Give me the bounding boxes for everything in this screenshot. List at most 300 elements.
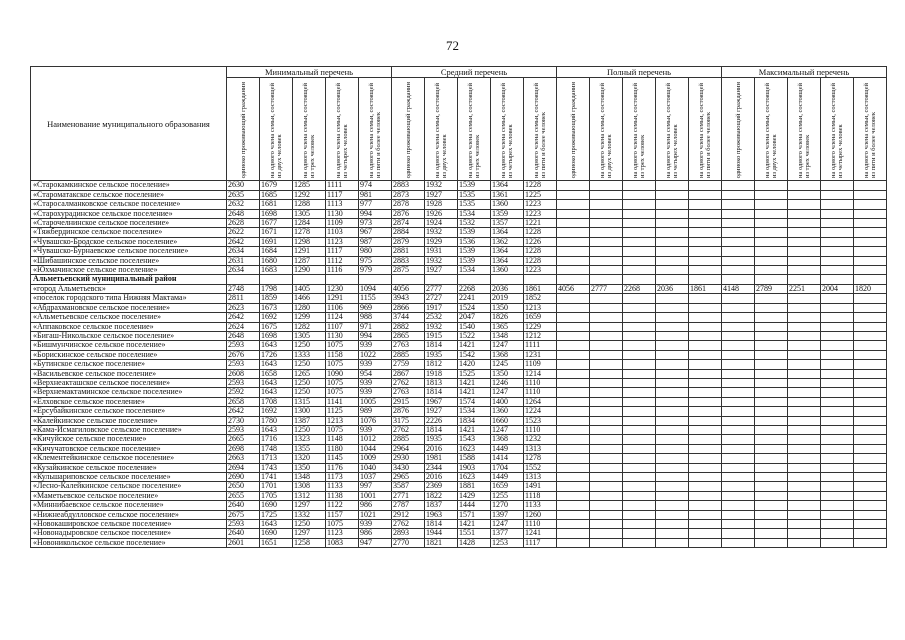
table-cell: 1540 (458, 322, 491, 331)
table-cell: 1109 (524, 360, 557, 369)
table-cell (227, 275, 260, 284)
table-cell (821, 520, 854, 529)
table-cell: 1780 (260, 416, 293, 425)
table-cell: 1297 (293, 501, 326, 510)
table-cell (821, 473, 854, 482)
table-cell: 1704 (491, 463, 524, 472)
table-cell (689, 435, 722, 444)
table-cell (689, 322, 722, 331)
table-cell: 2016 (425, 444, 458, 453)
table-cell: 1716 (260, 435, 293, 444)
table-cell (689, 341, 722, 350)
table-cell (788, 350, 821, 359)
table-cell: 939 (359, 388, 392, 397)
table-cell (821, 397, 854, 406)
table-cell: 1918 (425, 369, 458, 378)
table-cell: 1798 (260, 284, 293, 293)
table-cell (557, 378, 590, 387)
row-name: «Новонадыровское сельское поселение» (31, 529, 227, 538)
table-cell: 2965 (392, 473, 425, 482)
table-cell: 2875 (392, 266, 425, 275)
table-cell: 1285 (293, 181, 326, 190)
table-cell: 1117 (326, 190, 359, 199)
table-cell (590, 219, 623, 228)
table-cell (590, 275, 623, 284)
table-cell: 2763 (392, 341, 425, 350)
table-cell (821, 331, 854, 340)
table-cell (854, 275, 887, 284)
table-cell: 1158 (326, 350, 359, 359)
table-cell (755, 520, 788, 529)
table-cell: 1932 (425, 256, 458, 265)
table-row (31, 425, 887, 434)
table-cell (590, 303, 623, 312)
table-cell (656, 200, 689, 209)
table-cell (755, 501, 788, 510)
table-cell: 2630 (227, 181, 260, 190)
table-cell: 1449 (491, 473, 524, 482)
row-name: «Клементейкинское сельское поселение» (31, 454, 227, 463)
table-cell (788, 190, 821, 199)
table-cell (623, 313, 656, 322)
table-cell: 1148 (326, 435, 359, 444)
table-cell (689, 407, 722, 416)
subcolumn-header-label: на одного члена семьи, состоящей из пяти и более человек (368, 83, 382, 178)
table-cell: 1466 (293, 294, 326, 303)
table-cell: 1643 (260, 425, 293, 434)
table-cell (656, 341, 689, 350)
table-cell (689, 313, 722, 322)
table-cell (689, 209, 722, 218)
table-cell: 1713 (260, 454, 293, 463)
subcolumn-header (392, 78, 425, 181)
table-cell: 2642 (227, 407, 260, 416)
table-cell: 2608 (227, 369, 260, 378)
group-header-min: Минимальный перечень (227, 67, 392, 78)
subcolumn-header (755, 78, 788, 181)
table-cell: 2874 (392, 219, 425, 228)
table-cell (821, 237, 854, 246)
table-cell (656, 190, 689, 199)
table-cell: 3744 (392, 313, 425, 322)
table-cell: 969 (359, 303, 392, 312)
table-cell: 2593 (227, 360, 260, 369)
table-cell: 2241 (458, 294, 491, 303)
table-cell: 1690 (260, 529, 293, 538)
row-name: «город Альметьевск» (31, 284, 227, 293)
table-cell (722, 228, 755, 237)
table-cell: 1814 (425, 520, 458, 529)
table-cell: 1130 (326, 331, 359, 340)
table-cell: 2601 (227, 538, 260, 547)
table-cell: 2883 (392, 256, 425, 265)
table-cell (590, 416, 623, 425)
table-cell: 1812 (425, 360, 458, 369)
table-cell (623, 294, 656, 303)
table-row (31, 491, 887, 500)
row-name: «Ерсубайкинское сельское поселение» (31, 407, 227, 416)
subcolumn-header-label: на одного члена семьи, состоящей из трех человек (797, 83, 811, 178)
table-cell (821, 388, 854, 397)
table-cell: 1927 (425, 190, 458, 199)
row-name: «Бишмунчинское сельское поселение» (31, 341, 227, 350)
table-cell (821, 294, 854, 303)
subcolumn-header (326, 78, 359, 181)
table-cell (821, 425, 854, 434)
table-row (31, 416, 887, 425)
table-cell: 1643 (260, 388, 293, 397)
table-cell: 1247 (491, 341, 524, 350)
table-cell (590, 529, 623, 538)
table-cell: 1725 (260, 510, 293, 519)
table-cell (623, 331, 656, 340)
table-cell: 1292 (293, 190, 326, 199)
table-cell (557, 407, 590, 416)
table-cell: 3430 (392, 463, 425, 472)
table-cell: 2648 (227, 331, 260, 340)
table-cell: 2268 (458, 284, 491, 293)
table-cell (854, 378, 887, 387)
table-cell: 1535 (458, 190, 491, 199)
table-cell: 1350 (491, 303, 524, 312)
table-cell (821, 190, 854, 199)
table-cell: 1224 (524, 407, 557, 416)
table-cell: 2369 (425, 482, 458, 491)
table-row (31, 266, 887, 275)
table-cell (821, 247, 854, 256)
table-cell: 1109 (326, 219, 359, 228)
table-cell: 2865 (392, 331, 425, 340)
table-cell: 2592 (227, 388, 260, 397)
subcolumn-header (260, 78, 293, 181)
table-cell: 1231 (524, 350, 557, 359)
table-cell: 939 (359, 360, 392, 369)
table-cell: 1532 (458, 219, 491, 228)
table-cell (821, 416, 854, 425)
table-cell: 1230 (326, 284, 359, 293)
table-cell: 1250 (293, 425, 326, 434)
table-cell: 1571 (458, 510, 491, 519)
table-cell (557, 473, 590, 482)
table-cell: 1284 (293, 219, 326, 228)
table-cell (656, 416, 689, 425)
row-name: «Новокашировское сельское поселение» (31, 520, 227, 529)
subcolumn-header-label: на одного члена семьи, состоящей из пяти и более человек (533, 83, 547, 178)
table-cell (854, 266, 887, 275)
table-cell: 2640 (227, 501, 260, 510)
table-cell: 1368 (491, 350, 524, 359)
table-cell: 2762 (392, 425, 425, 434)
table-cell: 1698 (260, 331, 293, 340)
table-cell (458, 275, 491, 284)
table-cell (854, 520, 887, 529)
subcolumn-header (722, 78, 755, 181)
row-name: «Староматакское сельское поселение» (31, 190, 227, 199)
table-cell: 1924 (425, 219, 458, 228)
table-cell: 1359 (491, 209, 524, 218)
row-name: «Шибашинское сельское поселение» (31, 256, 227, 265)
table-cell (788, 228, 821, 237)
table-cell: 1535 (458, 200, 491, 209)
table-cell: 1291 (293, 247, 326, 256)
table-cell (623, 491, 656, 500)
table-cell (689, 482, 722, 491)
table-cell (623, 190, 656, 199)
table-cell (557, 369, 590, 378)
table-cell: 2623 (227, 303, 260, 312)
row-name: «Васильевское сельское поселение» (31, 369, 227, 378)
table-cell: 1107 (326, 322, 359, 331)
table-cell (722, 294, 755, 303)
table-cell (821, 378, 854, 387)
table-cell (788, 482, 821, 491)
row-name: «Абдрахмановское сельское поселение» (31, 303, 227, 312)
table-cell (623, 369, 656, 378)
table-cell: 1643 (260, 378, 293, 387)
table-cell: 1009 (359, 454, 392, 463)
table-cell (293, 275, 326, 284)
subcolumn-header-label: на одного члена семьи, состоящей из четырех человек (500, 83, 514, 178)
table-row (31, 313, 887, 322)
table-cell (590, 200, 623, 209)
table-cell: 1348 (293, 473, 326, 482)
table-cell (755, 463, 788, 472)
table-cell: 2730 (227, 416, 260, 425)
table-cell (788, 501, 821, 510)
table-cell (788, 341, 821, 350)
table-cell (788, 294, 821, 303)
table-cell (854, 322, 887, 331)
table-cell (623, 341, 656, 350)
table-cell (557, 360, 590, 369)
table-cell: 1861 (524, 284, 557, 293)
row-name: «Чувашско-Бурнаевское сельское поселение» (31, 247, 227, 256)
table-cell: 2655 (227, 491, 260, 500)
table-cell (821, 341, 854, 350)
table-cell (689, 369, 722, 378)
table-cell (557, 303, 590, 312)
table-cell: 1138 (326, 491, 359, 500)
table-cell (656, 538, 689, 547)
table-cell: 1967 (425, 397, 458, 406)
table-cell: 1247 (491, 425, 524, 434)
table-cell: 1308 (293, 482, 326, 491)
table-cell: 1180 (326, 444, 359, 453)
table-row (31, 219, 887, 228)
table-cell: 1212 (524, 331, 557, 340)
table-cell (623, 529, 656, 538)
table-cell: 1299 (293, 313, 326, 322)
table-cell: 1313 (524, 444, 557, 453)
table-cell: 1551 (458, 529, 491, 538)
table-row (31, 190, 887, 199)
table-cell (755, 369, 788, 378)
subcolumn-header (821, 78, 854, 181)
table-cell: 1005 (359, 397, 392, 406)
table-row (31, 341, 887, 350)
subcolumn-header (458, 78, 491, 181)
table-cell: 1260 (524, 510, 557, 519)
table-cell (590, 360, 623, 369)
row-name: «Альметьевское сельское поселение» (31, 313, 227, 322)
table-cell: 1288 (293, 200, 326, 209)
table-cell: 975 (359, 256, 392, 265)
table-cell: 1368 (491, 435, 524, 444)
table-cell: 1247 (491, 520, 524, 529)
table-cell: 2873 (392, 190, 425, 199)
table-cell (722, 247, 755, 256)
table-cell: 1223 (524, 266, 557, 275)
table-cell (689, 444, 722, 453)
table-cell: 939 (359, 425, 392, 434)
table-cell (854, 463, 887, 472)
table-cell: 986 (359, 529, 392, 538)
table-cell: 1111 (524, 341, 557, 350)
table-cell (623, 538, 656, 547)
table-cell (656, 435, 689, 444)
table-cell: 1075 (326, 425, 359, 434)
row-name: «Юхмачинское сельское поселение» (31, 266, 227, 275)
table-cell (656, 313, 689, 322)
table-cell: 2879 (392, 237, 425, 246)
table-cell: 1690 (260, 501, 293, 510)
table-cell: 1623 (458, 473, 491, 482)
table-cell: 2047 (458, 313, 491, 322)
table-cell: 1258 (293, 538, 326, 547)
table-cell: 2912 (392, 510, 425, 519)
table-cell (623, 473, 656, 482)
table-cell (755, 444, 788, 453)
table-row (31, 520, 887, 529)
table-cell (722, 275, 755, 284)
table-cell (689, 237, 722, 246)
subcolumn-header (491, 78, 524, 181)
table-cell (557, 247, 590, 256)
subcolumn-header (656, 78, 689, 181)
table-cell (656, 529, 689, 538)
table-cell (689, 247, 722, 256)
table-cell (590, 256, 623, 265)
table-cell (656, 407, 689, 416)
table-cell (722, 473, 755, 482)
table-cell (557, 538, 590, 547)
table-cell (557, 510, 590, 519)
table-cell (590, 520, 623, 529)
table-cell (392, 275, 425, 284)
table-cell (788, 520, 821, 529)
table-cell: 1250 (293, 520, 326, 529)
table-row (31, 350, 887, 359)
table-cell (821, 463, 854, 472)
table-cell (821, 209, 854, 218)
table-cell (623, 350, 656, 359)
table-cell (656, 219, 689, 228)
table-cell: 2763 (392, 388, 425, 397)
table-cell (590, 369, 623, 378)
table-cell: 2675 (227, 510, 260, 519)
table-cell (821, 491, 854, 500)
table-cell: 1117 (524, 538, 557, 547)
row-name: Альметьевский муниципальный район (31, 275, 227, 284)
table-cell: 1552 (524, 463, 557, 472)
subcolumn-header-label: на одного члена семьи, состоящей из трех человек (467, 83, 481, 178)
subcolumn-header-label: на одного члена семьи, состоящей из двух человек (599, 83, 613, 178)
table-cell: 1112 (326, 256, 359, 265)
table-cell (821, 369, 854, 378)
table-cell (854, 369, 887, 378)
table-cell (788, 435, 821, 444)
row-name: «Нижнеабдулловское сельское поселение» (31, 510, 227, 519)
table-cell (590, 247, 623, 256)
table-cell: 2226 (425, 416, 458, 425)
table-cell: 939 (359, 378, 392, 387)
table-cell (821, 529, 854, 538)
table-cell (788, 444, 821, 453)
table-cell (656, 237, 689, 246)
table-cell: 954 (359, 369, 392, 378)
table-cell: 1588 (458, 454, 491, 463)
table-cell (854, 501, 887, 510)
table-cell (788, 407, 821, 416)
table-cell: 980 (359, 247, 392, 256)
table-cell: 2036 (491, 284, 524, 293)
table-cell: 1659 (524, 313, 557, 322)
table-cell (854, 200, 887, 209)
table-cell (623, 219, 656, 228)
table-cell: 4056 (557, 284, 590, 293)
table-cell (788, 454, 821, 463)
table-cell (590, 435, 623, 444)
table-cell: 1881 (458, 482, 491, 491)
table-cell: 974 (359, 181, 392, 190)
table-cell (755, 416, 788, 425)
table-cell (623, 407, 656, 416)
table-cell (788, 378, 821, 387)
table-cell: 1145 (326, 454, 359, 463)
table-cell (623, 209, 656, 218)
table-cell (755, 294, 788, 303)
row-name: «Старосалманковское сельское поселение» (31, 200, 227, 209)
table-cell (557, 501, 590, 510)
table-cell: 1397 (491, 510, 524, 519)
table-cell (854, 247, 887, 256)
table-row (31, 397, 887, 406)
table-cell (656, 473, 689, 482)
table-row (31, 228, 887, 237)
table-cell (821, 219, 854, 228)
table-cell: 2648 (227, 209, 260, 218)
row-name: «Борискинское сельское поселение» (31, 350, 227, 359)
table-cell: 1748 (260, 444, 293, 453)
table-cell: 1290 (293, 266, 326, 275)
table-cell: 1360 (491, 407, 524, 416)
table-cell: 1405 (293, 284, 326, 293)
table-cell: 1280 (293, 303, 326, 312)
table-cell (557, 341, 590, 350)
table-cell (755, 341, 788, 350)
table-cell: 2866 (392, 303, 425, 312)
table-cell: 1821 (425, 538, 458, 547)
table-cell (854, 313, 887, 322)
table-cell: 1701 (260, 482, 293, 491)
table-cell (689, 190, 722, 199)
table-cell: 1297 (293, 529, 326, 538)
table-cell: 1103 (326, 228, 359, 237)
table-cell: 2642 (227, 313, 260, 322)
table-cell (854, 303, 887, 312)
table-cell (755, 510, 788, 519)
table-cell (821, 407, 854, 416)
